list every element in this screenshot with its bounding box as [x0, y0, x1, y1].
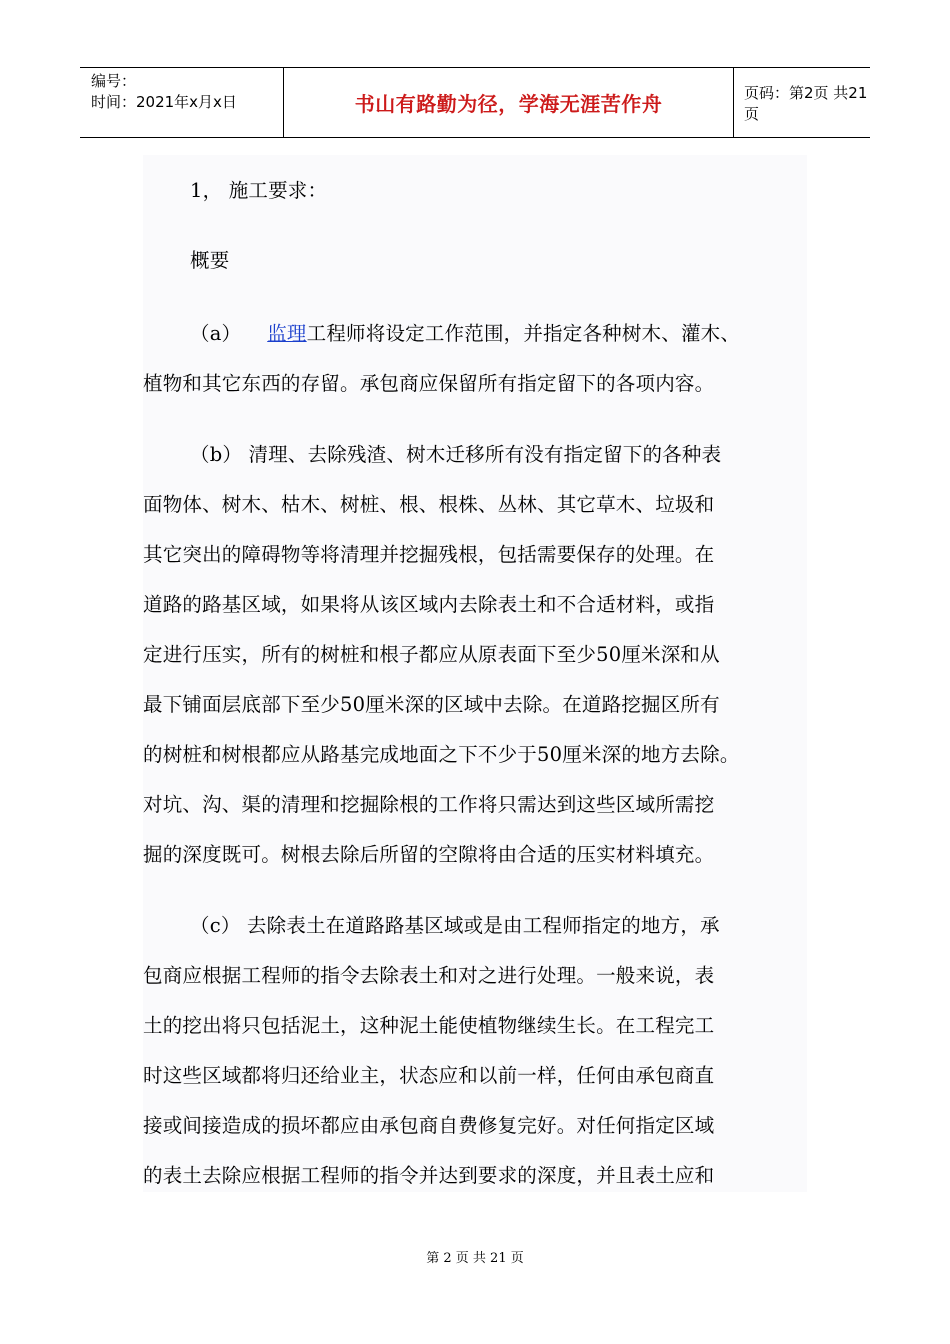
- paragraph-c-line: 接或间接造成的损坏都应由承包商自费修复完好。对任何指定区域: [143, 1114, 715, 1137]
- paragraph-a-marker: （a）: [190, 322, 242, 345]
- paragraph-b-line: 最下铺面层底部下至少50厘米深的区域中去除。在道路挖掘区所有: [143, 693, 720, 716]
- header-motto-cell: [283, 68, 734, 137]
- header-page-info-cell: [734, 68, 870, 137]
- date-text: 时间：2021年x月x日: [91, 93, 237, 111]
- header-meta: [80, 68, 283, 137]
- paragraph-b-line: 的树桩和树根都应从路基完成地面之下不少于50厘米深的地方去除。: [143, 743, 740, 766]
- paragraph-b-line: 掘的深度既可。树根去除后所留的空隙将由合适的压实材料填充。: [143, 843, 715, 866]
- paragraph-b-line: 其它突出的障碍物等将清理并挖掘残根，包括需要保存的处理。在: [143, 543, 715, 566]
- supervision-link[interactable]: 监理: [267, 322, 307, 345]
- paragraph-b-line: （b） 清理、去除残渣、树木迁移所有没有指定留下的各种表: [190, 443, 722, 466]
- header-page-info: 页码：第2页 共21页: [744, 83, 868, 123]
- paragraph-a-line: 植物和其它东西的存留。承包商应保留所有指定留下的各项内容。: [143, 372, 715, 395]
- paragraph-c-line: 土的挖出将只包括泥土，这种泥土能使植物继续生长。在工程完工: [143, 1014, 715, 1037]
- paragraph-a-text: 工程师将设定工作范围，并指定各种树木、灌木、: [306, 322, 741, 345]
- paragraph-c-line: 时这些区域都将归还给业主，状态应和以前一样，任何由承包商直: [143, 1064, 715, 1087]
- page-footer: 第 2 页 共 21 页: [426, 1251, 524, 1266]
- paragraph-b-line: 对坑、沟、渠的清理和挖掘除根的工作将只需达到这些区域所需挖: [143, 793, 715, 816]
- header-motto: 书山有路勤为径，学海无涯苦作舟: [354, 92, 663, 116]
- paragraph-c-line: 的表土去除应根据工程师的指令并达到要求的深度，并且表土应和: [143, 1164, 715, 1187]
- paragraph-b-line: 定进行压实，所有的树桩和根子都应从原表面下至少50厘米深和从: [143, 643, 720, 666]
- section-heading: 1， 施工要求：: [190, 179, 328, 202]
- subheading: 概要: [190, 249, 230, 272]
- paragraph-b-line: 面物体、树木、枯木、树桩、根、根株、丛林、其它草木、垃圾和: [143, 493, 715, 516]
- serial-number-label: 编号：: [91, 72, 137, 90]
- paragraph-b-line: 道路的路基区域，如果将从该区域内去除表土和不合适材料，或指: [143, 593, 715, 616]
- paragraph-c-line: 包商应根据工程师的指令去除表土和对之进行处理。一般来说，表: [143, 964, 715, 987]
- document-body: [143, 155, 807, 1192]
- paragraph-a-line: [190, 318, 740, 346]
- page-header: [80, 67, 870, 138]
- paragraph-c-line: （c） 去除表土在道路路基区域或是由工程师指定的地方，承: [190, 914, 720, 937]
